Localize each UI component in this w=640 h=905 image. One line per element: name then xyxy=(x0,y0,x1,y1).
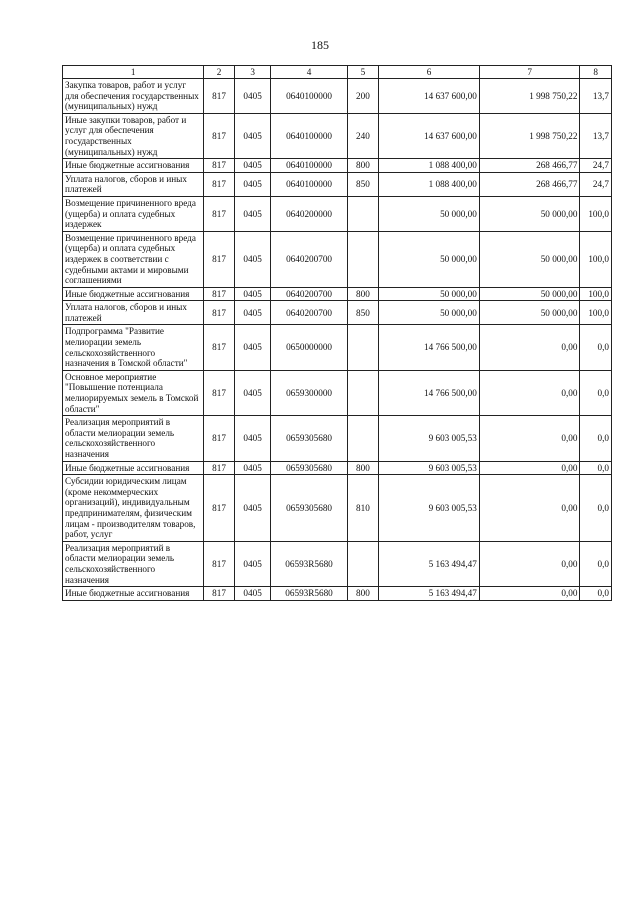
cell-name: Уплата налогов, сборов и иных платежей xyxy=(63,301,204,325)
column-header: 3 xyxy=(234,66,271,79)
cell-ministry-code: 817 xyxy=(204,461,235,475)
cell-actual-amount: 0,00 xyxy=(479,587,580,601)
cell-target-code: 0640100000 xyxy=(271,113,347,158)
cell-target-code: 0640200700 xyxy=(271,301,347,325)
cell-plan-amount: 9 603 005,53 xyxy=(379,461,480,475)
cell-expense-type xyxy=(347,541,379,586)
cell-name: Уплата налогов, сборов и иных платежей xyxy=(63,172,204,196)
cell-percent: 100,0 xyxy=(580,287,612,301)
cell-actual-amount: 0,00 xyxy=(479,416,580,461)
cell-actual-amount: 50 000,00 xyxy=(479,196,580,231)
cell-section-code: 0405 xyxy=(234,475,271,542)
cell-ministry-code: 817 xyxy=(204,587,235,601)
cell-name: Иные бюджетные ассигнования xyxy=(63,159,204,173)
cell-percent: 100,0 xyxy=(580,196,612,231)
cell-name: Иные бюджетные ассигнования xyxy=(63,287,204,301)
cell-plan-amount: 14 637 600,00 xyxy=(379,113,480,158)
table-row xyxy=(63,416,612,461)
cell-name: Иные бюджетные ассигнования xyxy=(63,587,204,601)
cell-name: Возмещение причиненного вреда (ущерба) и оплата судебных издержек xyxy=(63,196,204,231)
cell-expense-type: 800 xyxy=(347,159,379,173)
column-header: 7 xyxy=(479,66,580,79)
cell-target-code: 0640200000 xyxy=(271,196,347,231)
cell-name: Закупка товаров, работ и услуг для обеспечения государственных (муниципальных) нужд xyxy=(63,79,204,114)
cell-plan-amount: 1 088 400,00 xyxy=(379,159,480,173)
cell-percent: 100,0 xyxy=(580,231,612,287)
cell-target-code: 0659305680 xyxy=(271,475,347,542)
cell-ministry-code: 817 xyxy=(204,231,235,287)
cell-target-code: 0659305680 xyxy=(271,461,347,475)
cell-percent: 24,7 xyxy=(580,172,612,196)
column-header: 6 xyxy=(379,66,480,79)
cell-ministry-code: 817 xyxy=(204,475,235,542)
cell-actual-amount: 0,00 xyxy=(479,370,580,415)
cell-actual-amount: 0,00 xyxy=(479,325,580,370)
cell-section-code: 0405 xyxy=(234,231,271,287)
cell-target-code: 0659305680 xyxy=(271,416,347,461)
cell-plan-amount: 50 000,00 xyxy=(379,231,480,287)
column-header: 1 xyxy=(63,66,204,79)
cell-expense-type: 200 xyxy=(347,79,379,114)
cell-target-code: 0640200700 xyxy=(271,287,347,301)
cell-percent: 0,0 xyxy=(580,541,612,586)
cell-expense-type xyxy=(347,370,379,415)
cell-percent: 13,7 xyxy=(580,113,612,158)
cell-section-code: 0405 xyxy=(234,587,271,601)
cell-plan-amount: 5 163 494,47 xyxy=(379,541,480,586)
cell-name: Возмещение причиненного вреда (ущерба) и оплата судебных издержек в соответствии с судебными актами и мировыми соглашениями xyxy=(63,231,204,287)
cell-expense-type xyxy=(347,231,379,287)
cell-section-code: 0405 xyxy=(234,325,271,370)
cell-plan-amount: 9 603 005,53 xyxy=(379,416,480,461)
cell-percent: 100,0 xyxy=(580,301,612,325)
cell-target-code: 0640100000 xyxy=(271,172,347,196)
cell-percent: 24,7 xyxy=(580,159,612,173)
cell-percent: 0,0 xyxy=(580,461,612,475)
cell-actual-amount: 1 998 750,22 xyxy=(479,79,580,114)
cell-plan-amount: 9 603 005,53 xyxy=(379,475,480,542)
cell-ministry-code: 817 xyxy=(204,325,235,370)
cell-expense-type: 810 xyxy=(347,475,379,542)
cell-name: Реализация мероприятий в области мелиорации земель сельскохозяйственного назначения xyxy=(63,416,204,461)
cell-plan-amount: 50 000,00 xyxy=(379,196,480,231)
cell-expense-type xyxy=(347,325,379,370)
cell-plan-amount: 50 000,00 xyxy=(379,301,480,325)
cell-actual-amount: 50 000,00 xyxy=(479,301,580,325)
column-header: 5 xyxy=(347,66,379,79)
cell-name: Основное мероприятие "Повышение потенциала мелиорируемых земель в Томской области" xyxy=(63,370,204,415)
cell-plan-amount: 50 000,00 xyxy=(379,287,480,301)
cell-target-code: 0659300000 xyxy=(271,370,347,415)
cell-percent: 0,0 xyxy=(580,416,612,461)
cell-target-code: 0640100000 xyxy=(271,159,347,173)
cell-section-code: 0405 xyxy=(234,113,271,158)
table-row xyxy=(63,287,612,301)
cell-expense-type: 800 xyxy=(347,287,379,301)
cell-ministry-code: 817 xyxy=(204,79,235,114)
table-row xyxy=(63,475,612,542)
budget-table xyxy=(62,65,612,601)
cell-plan-amount: 14 637 600,00 xyxy=(379,79,480,114)
table-row xyxy=(63,196,612,231)
cell-percent: 0,0 xyxy=(580,370,612,415)
cell-actual-amount: 50 000,00 xyxy=(479,231,580,287)
table-row xyxy=(63,325,612,370)
cell-actual-amount: 268 466,77 xyxy=(479,172,580,196)
cell-percent: 13,7 xyxy=(580,79,612,114)
table-row xyxy=(63,172,612,196)
cell-actual-amount: 1 998 750,22 xyxy=(479,113,580,158)
table-row xyxy=(63,461,612,475)
cell-percent: 0,0 xyxy=(580,587,612,601)
table-row xyxy=(63,301,612,325)
table-row xyxy=(63,113,612,158)
cell-section-code: 0405 xyxy=(234,159,271,173)
cell-section-code: 0405 xyxy=(234,301,271,325)
table-row xyxy=(63,587,612,601)
cell-percent: 0,0 xyxy=(580,475,612,542)
cell-target-code: 0650000000 xyxy=(271,325,347,370)
cell-section-code: 0405 xyxy=(234,541,271,586)
cell-expense-type: 800 xyxy=(347,461,379,475)
cell-ministry-code: 817 xyxy=(204,370,235,415)
cell-plan-amount: 1 088 400,00 xyxy=(379,172,480,196)
cell-actual-amount: 268 466,77 xyxy=(479,159,580,173)
table-row xyxy=(63,541,612,586)
cell-ministry-code: 817 xyxy=(204,196,235,231)
cell-section-code: 0405 xyxy=(234,196,271,231)
cell-section-code: 0405 xyxy=(234,79,271,114)
cell-actual-amount: 0,00 xyxy=(479,461,580,475)
cell-actual-amount: 50 000,00 xyxy=(479,287,580,301)
cell-ministry-code: 817 xyxy=(204,541,235,586)
cell-name: Подпрограмма "Развитие мелиорации земель сельскохозяйственного назначения в Томской области" xyxy=(63,325,204,370)
cell-name: Реализация мероприятий в области мелиорации земель сельскохозяйственного назначения xyxy=(63,541,204,586)
cell-expense-type: 850 xyxy=(347,172,379,196)
cell-ministry-code: 817 xyxy=(204,159,235,173)
cell-percent: 0,0 xyxy=(580,325,612,370)
header-row xyxy=(63,66,612,79)
column-header: 4 xyxy=(271,66,347,79)
cell-target-code: 0640200700 xyxy=(271,231,347,287)
cell-ministry-code: 817 xyxy=(204,301,235,325)
cell-expense-type: 850 xyxy=(347,301,379,325)
cell-expense-type: 800 xyxy=(347,587,379,601)
cell-plan-amount: 14 766 500,00 xyxy=(379,370,480,415)
cell-section-code: 0405 xyxy=(234,416,271,461)
table-row xyxy=(63,231,612,287)
page-number: 185 xyxy=(311,38,329,52)
table-row xyxy=(63,159,612,173)
cell-name: Иные закупки товаров, работ и услуг для обеспечения государственных (муниципальных) нужд xyxy=(63,113,204,158)
cell-expense-type xyxy=(347,416,379,461)
cell-expense-type xyxy=(347,196,379,231)
column-header: 2 xyxy=(204,66,235,79)
cell-name: Иные бюджетные ассигнования xyxy=(63,461,204,475)
cell-ministry-code: 817 xyxy=(204,113,235,158)
cell-ministry-code: 817 xyxy=(204,416,235,461)
cell-expense-type: 240 xyxy=(347,113,379,158)
cell-actual-amount: 0,00 xyxy=(479,541,580,586)
cell-ministry-code: 817 xyxy=(204,287,235,301)
cell-target-code: 06593R5680 xyxy=(271,587,347,601)
cell-section-code: 0405 xyxy=(234,172,271,196)
cell-name: Субсидии юридическим лицам (кроме некоммерческих организаций), индивидуальным предпринимателям, физическим лицам - производителям товаров, работ, услуг xyxy=(63,475,204,542)
cell-plan-amount: 5 163 494,47 xyxy=(379,587,480,601)
table-row xyxy=(63,79,612,114)
cell-section-code: 0405 xyxy=(234,461,271,475)
cell-plan-amount: 14 766 500,00 xyxy=(379,325,480,370)
table-row xyxy=(63,370,612,415)
cell-section-code: 0405 xyxy=(234,287,271,301)
column-header: 8 xyxy=(580,66,612,79)
cell-actual-amount: 0,00 xyxy=(479,475,580,542)
cell-target-code: 06593R5680 xyxy=(271,541,347,586)
cell-ministry-code: 817 xyxy=(204,172,235,196)
cell-target-code: 0640100000 xyxy=(271,79,347,114)
cell-section-code: 0405 xyxy=(234,370,271,415)
